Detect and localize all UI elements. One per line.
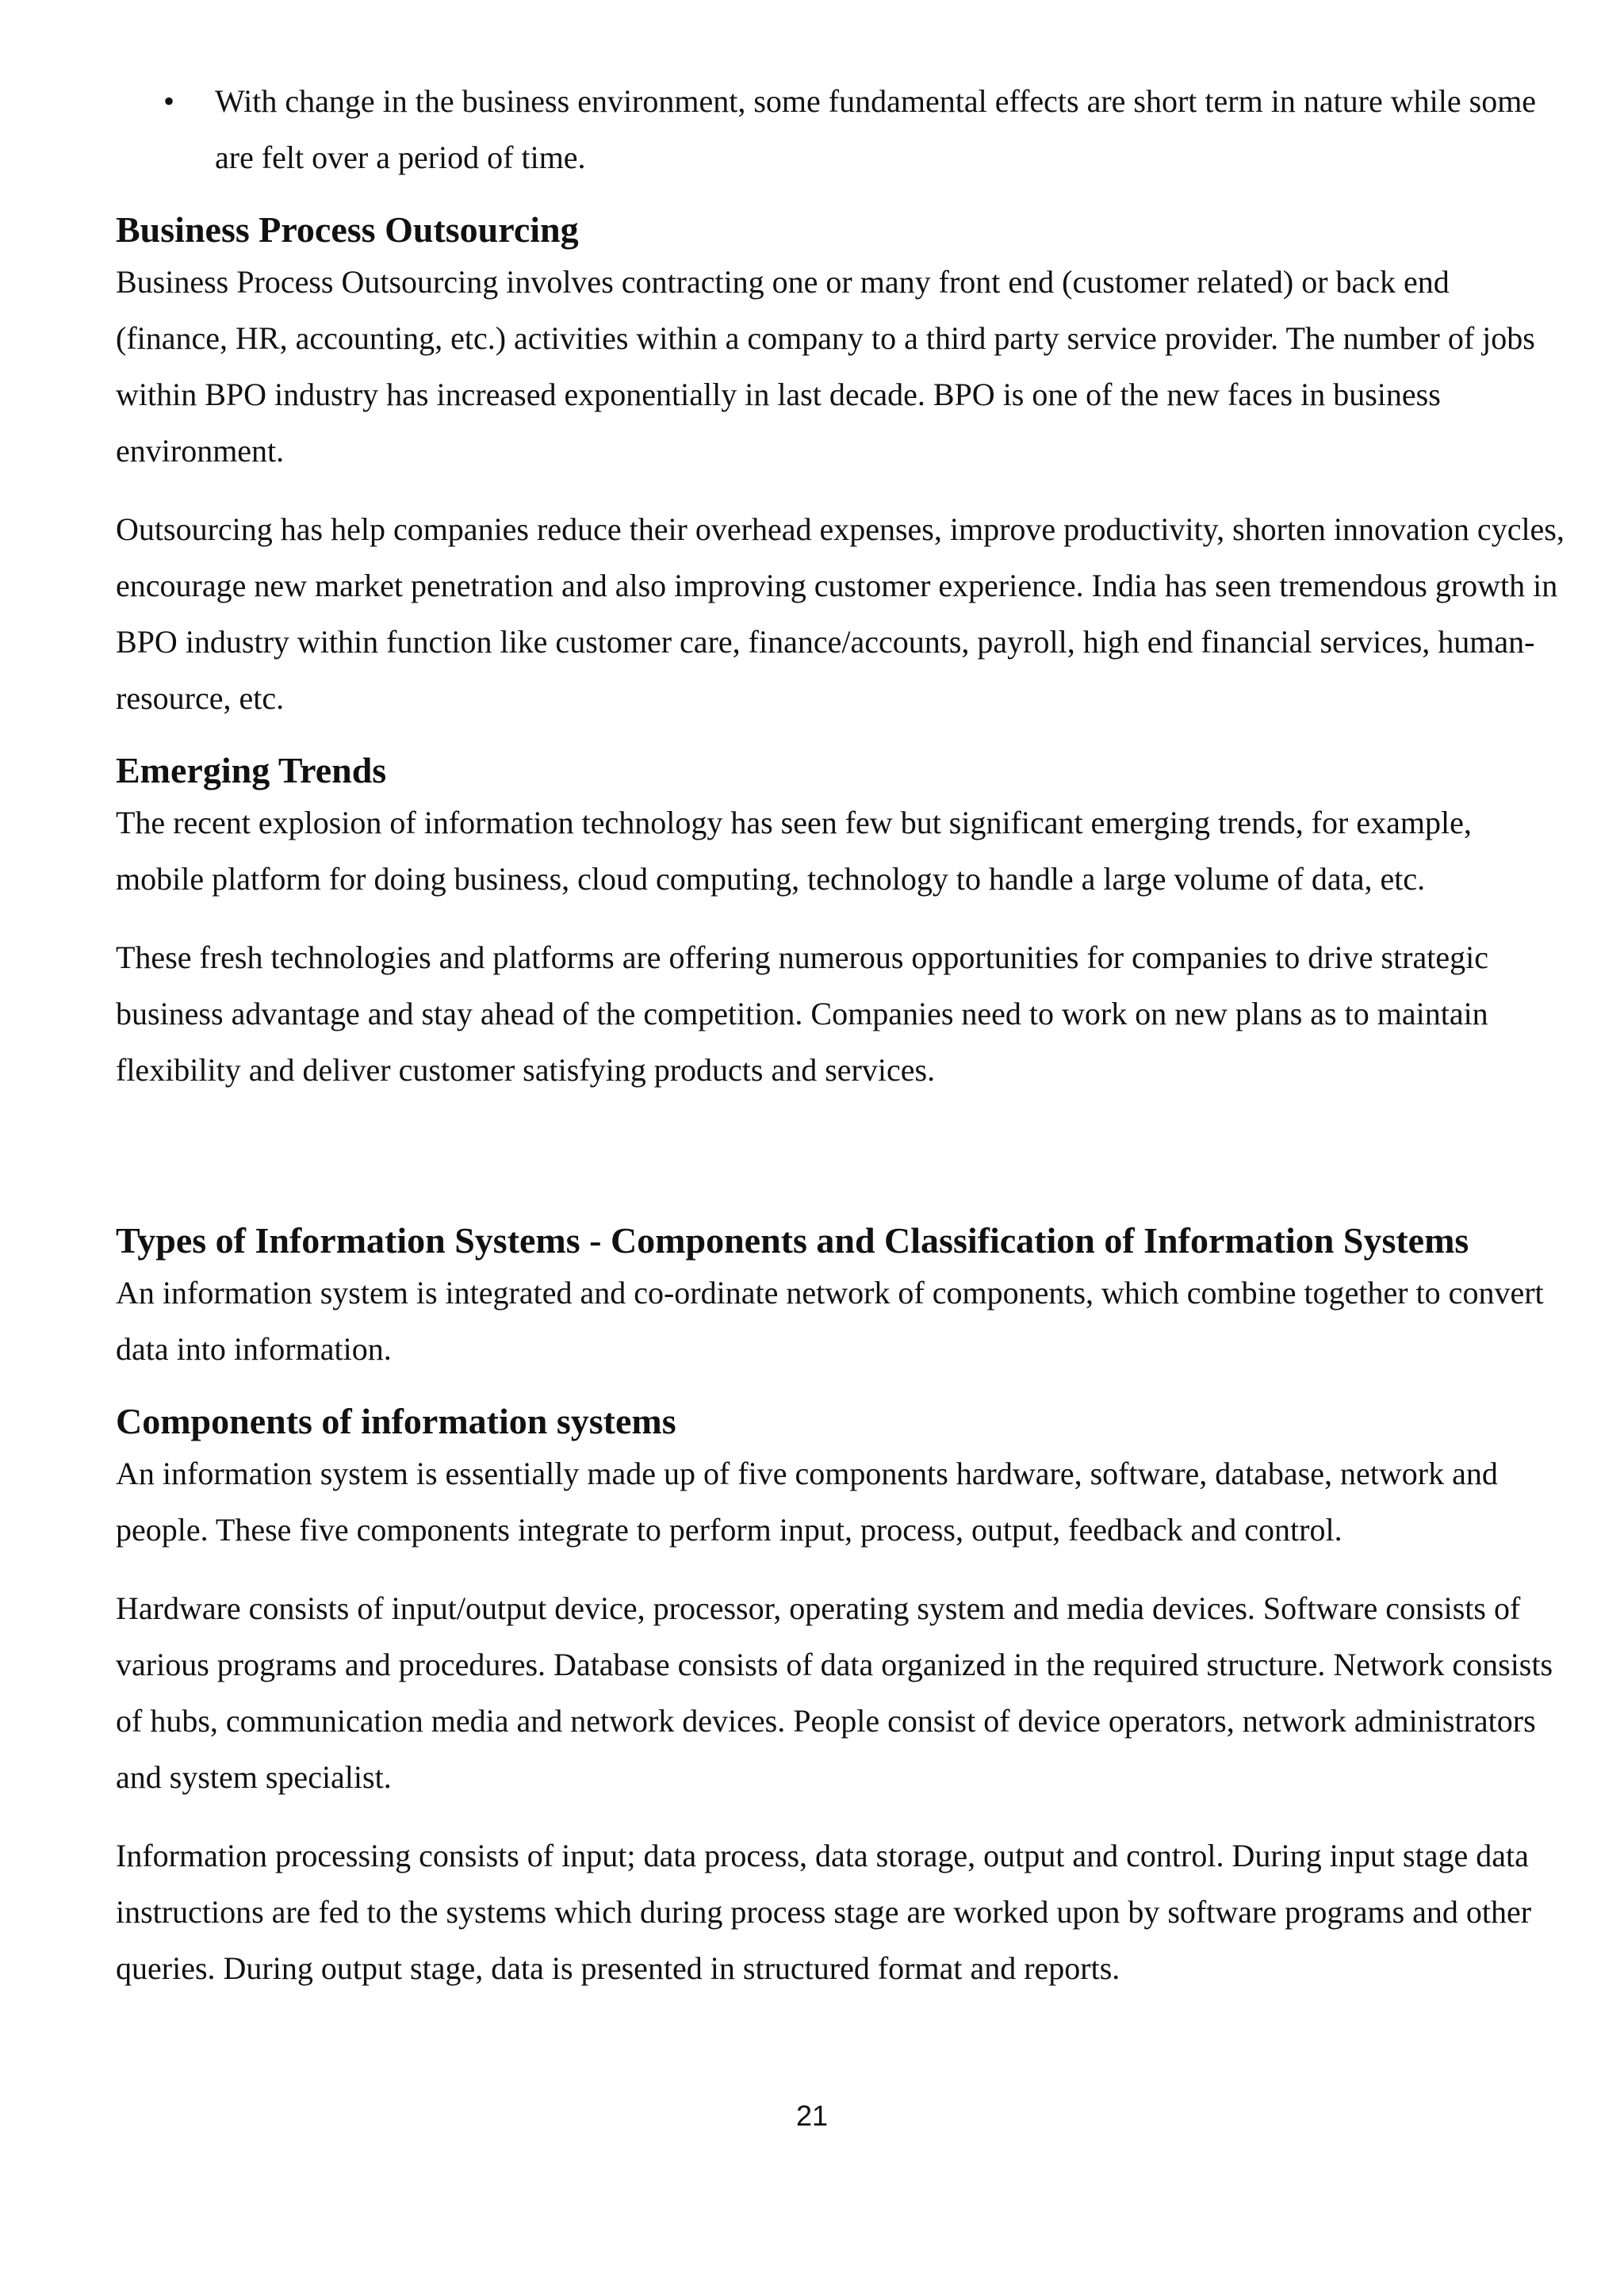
trends-paragraph-1: The recent explosion of information technology has seen few but significant emerging trends, for example, mobile platform for doing business, cloud computing, technology to handle a large volume of data, etc. [116,805,1472,897]
heading-types-of-information-systems: Types of Information Systems - Components and Classification of Information Systems [116,1220,1469,1261]
bpo-paragraph-2: Outsourcing has help companies reduce their overhead expenses, improve productivity, shorten innovation cycles, encourage new market penetration and also improving customer experience. India has seen tremendous growth in BPO industry within function like customer care, finance/accounts, payroll, high end financial services, human-resource, etc. [116,511,1565,716]
bpo-paragraph-1: Business Process Outsourcing involves contracting one or many front end (customer related) or back end (finance, HR, accounting, etc.) activities within a company to a third party service provider. The number of jobs within BPO industry has increased exponentially in last decade. BPO is one of the new faces in business environment. [116,264,1535,469]
components-paragraph-1: An information system is essentially made up of five components hardware, software, database, network and people. These five components integrate to perform input, process, output, feedback and control. [116,1456,1498,1548]
components-paragraph-3: Information processing consists of input; data process, data storage, output and control. During input stage data instructions are fed to the systems which during process stage are worked upon by software programs and other queries. During output stage, data is presented in structured format and reports. [116,1838,1532,1986]
page-number: 21 [795,2099,829,2132]
heading-business-process-outsourcing: Business Process Outsourcing [116,209,579,250]
bullet-text: With change in the business environment, some fundamental effects are short term in nature while some are felt over a period of time. [215,83,1537,175]
heading-components-of-information-systems: Components of information systems [116,1401,676,1441]
page-content [116,73,1567,1996]
types-paragraph-1: An information system is integrated and co-ordinate network of components, which combine together to convert data into information. [116,1275,1544,1367]
heading-emerging-trends: Emerging Trends [116,750,387,790]
bullet-icon: • [163,83,175,119]
trends-paragraph-2: These fresh technologies and platforms are offering numerous opportunities for companies to drive strategic business advantage and stay ahead of the competition. Companies need to work on new plans as to maintain flexibility and deliver customer satisfying products and services. [116,939,1488,1088]
components-paragraph-2: Hardware consists of input/output device, processor, operating system and media devices. Software consists of various programs and procedures. Database consists of data organized in the required structure. Network consists of hubs, communication media and network devices. People consist of device operators, network administrators and system specialist. [116,1590,1553,1795]
bullet-item [116,73,1567,186]
